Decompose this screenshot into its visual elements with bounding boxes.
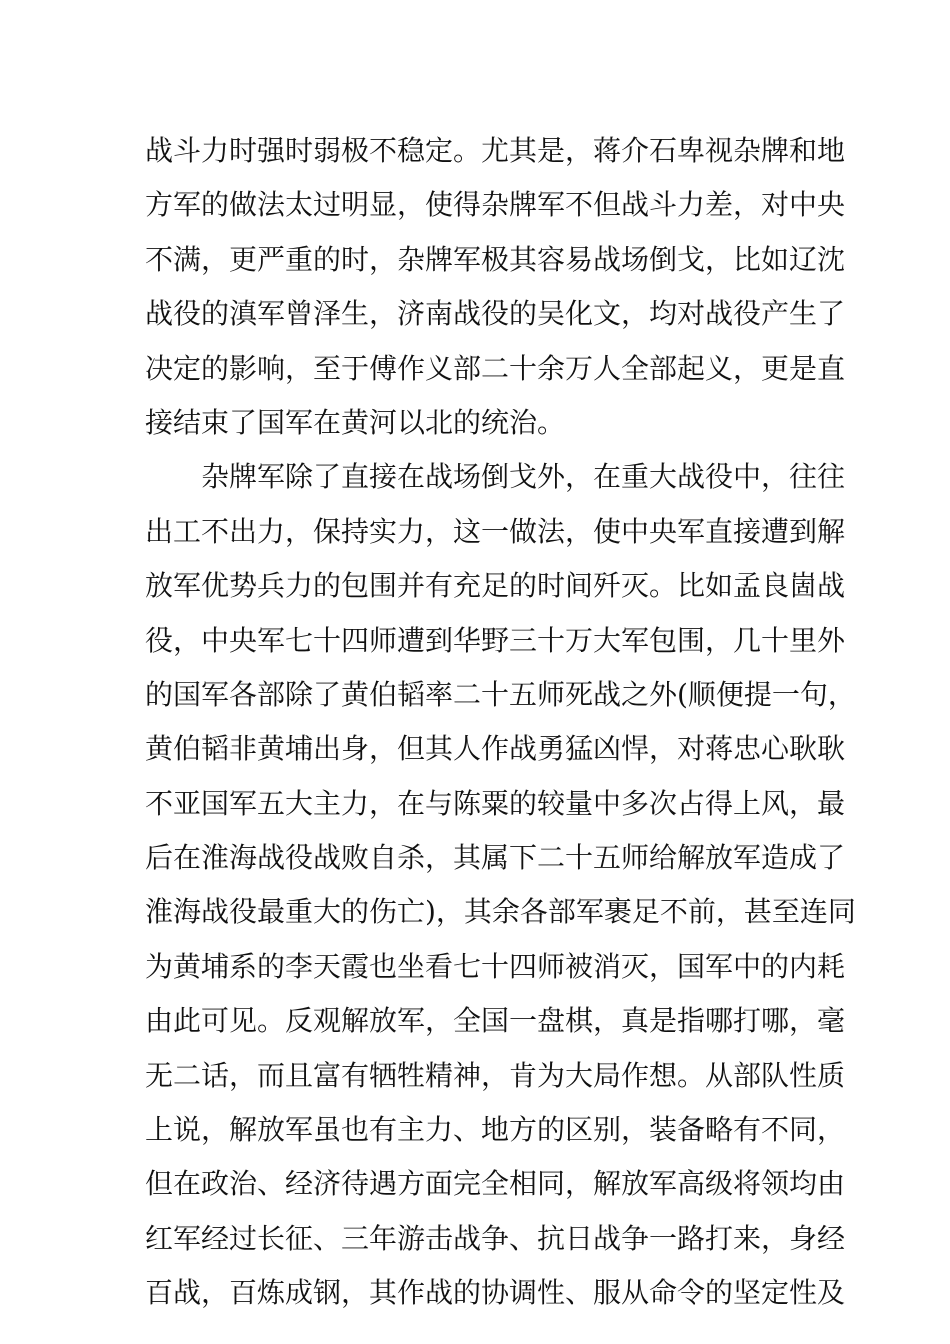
text-line: 战斗力时强时弱极不稳定。尤其是，蒋介石卑视杂牌和地	[145, 134, 846, 167]
text-line: 但在政治、经济待遇方面完全相同，解放军高级将领均由	[145, 1167, 846, 1201]
text-line: 的国军各部除了黄伯韬率二十五师死战之外(顺便提一句，	[145, 677, 856, 711]
body-text	[145, 124, 856, 1321]
text-line: 出工不出力，保持实力，这一做法，使中央军直接遭到解	[145, 514, 846, 548]
text-line: 不亚国军五大主力，在与陈粟的较量中多次占得上风，最	[145, 786, 846, 820]
text-line: 无二话，而且富有牺牲精神，肯为大局作想。从部队性质	[145, 1058, 846, 1092]
text-line: 红军经过长征、三年游击战争、抗日战争一路打来，身经	[145, 1221, 846, 1255]
text-line: 战役的滇军曾泽生，济南战役的吴化文，均对战役产生了	[145, 297, 846, 331]
text-line: 后在淮海战役战败自杀，其属下二十五师给解放军造成了	[145, 841, 846, 875]
text-line: 黄伯韬非黄埔出身，但其人作战勇猛凶悍，对蒋忠心耿耿	[145, 732, 846, 766]
paragraph-first-line: 杂牌军除了直接在战场倒戈外，在重大战役中，往往	[201, 460, 846, 494]
text-line: 决定的影响，至于傅作义部二十余万人全部起义，更是直	[145, 351, 846, 385]
text-line: 不满，更严重的时，杂牌军极其容易战场倒戈，比如辽沈	[145, 242, 846, 276]
text-line: 役，中央军七十四师遭到华野三十万大军包围，几十里外	[145, 623, 846, 657]
text-line: 淮海战役最重大的伤亡)，其余各部军裹足不前，甚至连同	[145, 895, 856, 929]
text-line: 放军优势兵力的包围并有充足的时间歼灭。比如孟良崮战	[145, 569, 846, 603]
text-line: 上说，解放军虽也有主力、地方的区别，装备略有不同，	[145, 1113, 846, 1147]
text-line: 由此可见。反观解放军，全国一盘棋，真是指哪打哪，毫	[145, 1004, 846, 1038]
text-line: 接结束了国军在黄河以北的统治。	[145, 405, 566, 439]
text-line: 方军的做法太过明显，使得杂牌军不但战斗力差，对中央	[145, 188, 846, 222]
text-line: 百战，百炼成钢，其作战的协调性、服从命令的坚定性及	[145, 1276, 846, 1310]
text-line: 为黄埔系的李天霞也坐看七十四师被消灭，国军中的内耗	[145, 949, 846, 983]
